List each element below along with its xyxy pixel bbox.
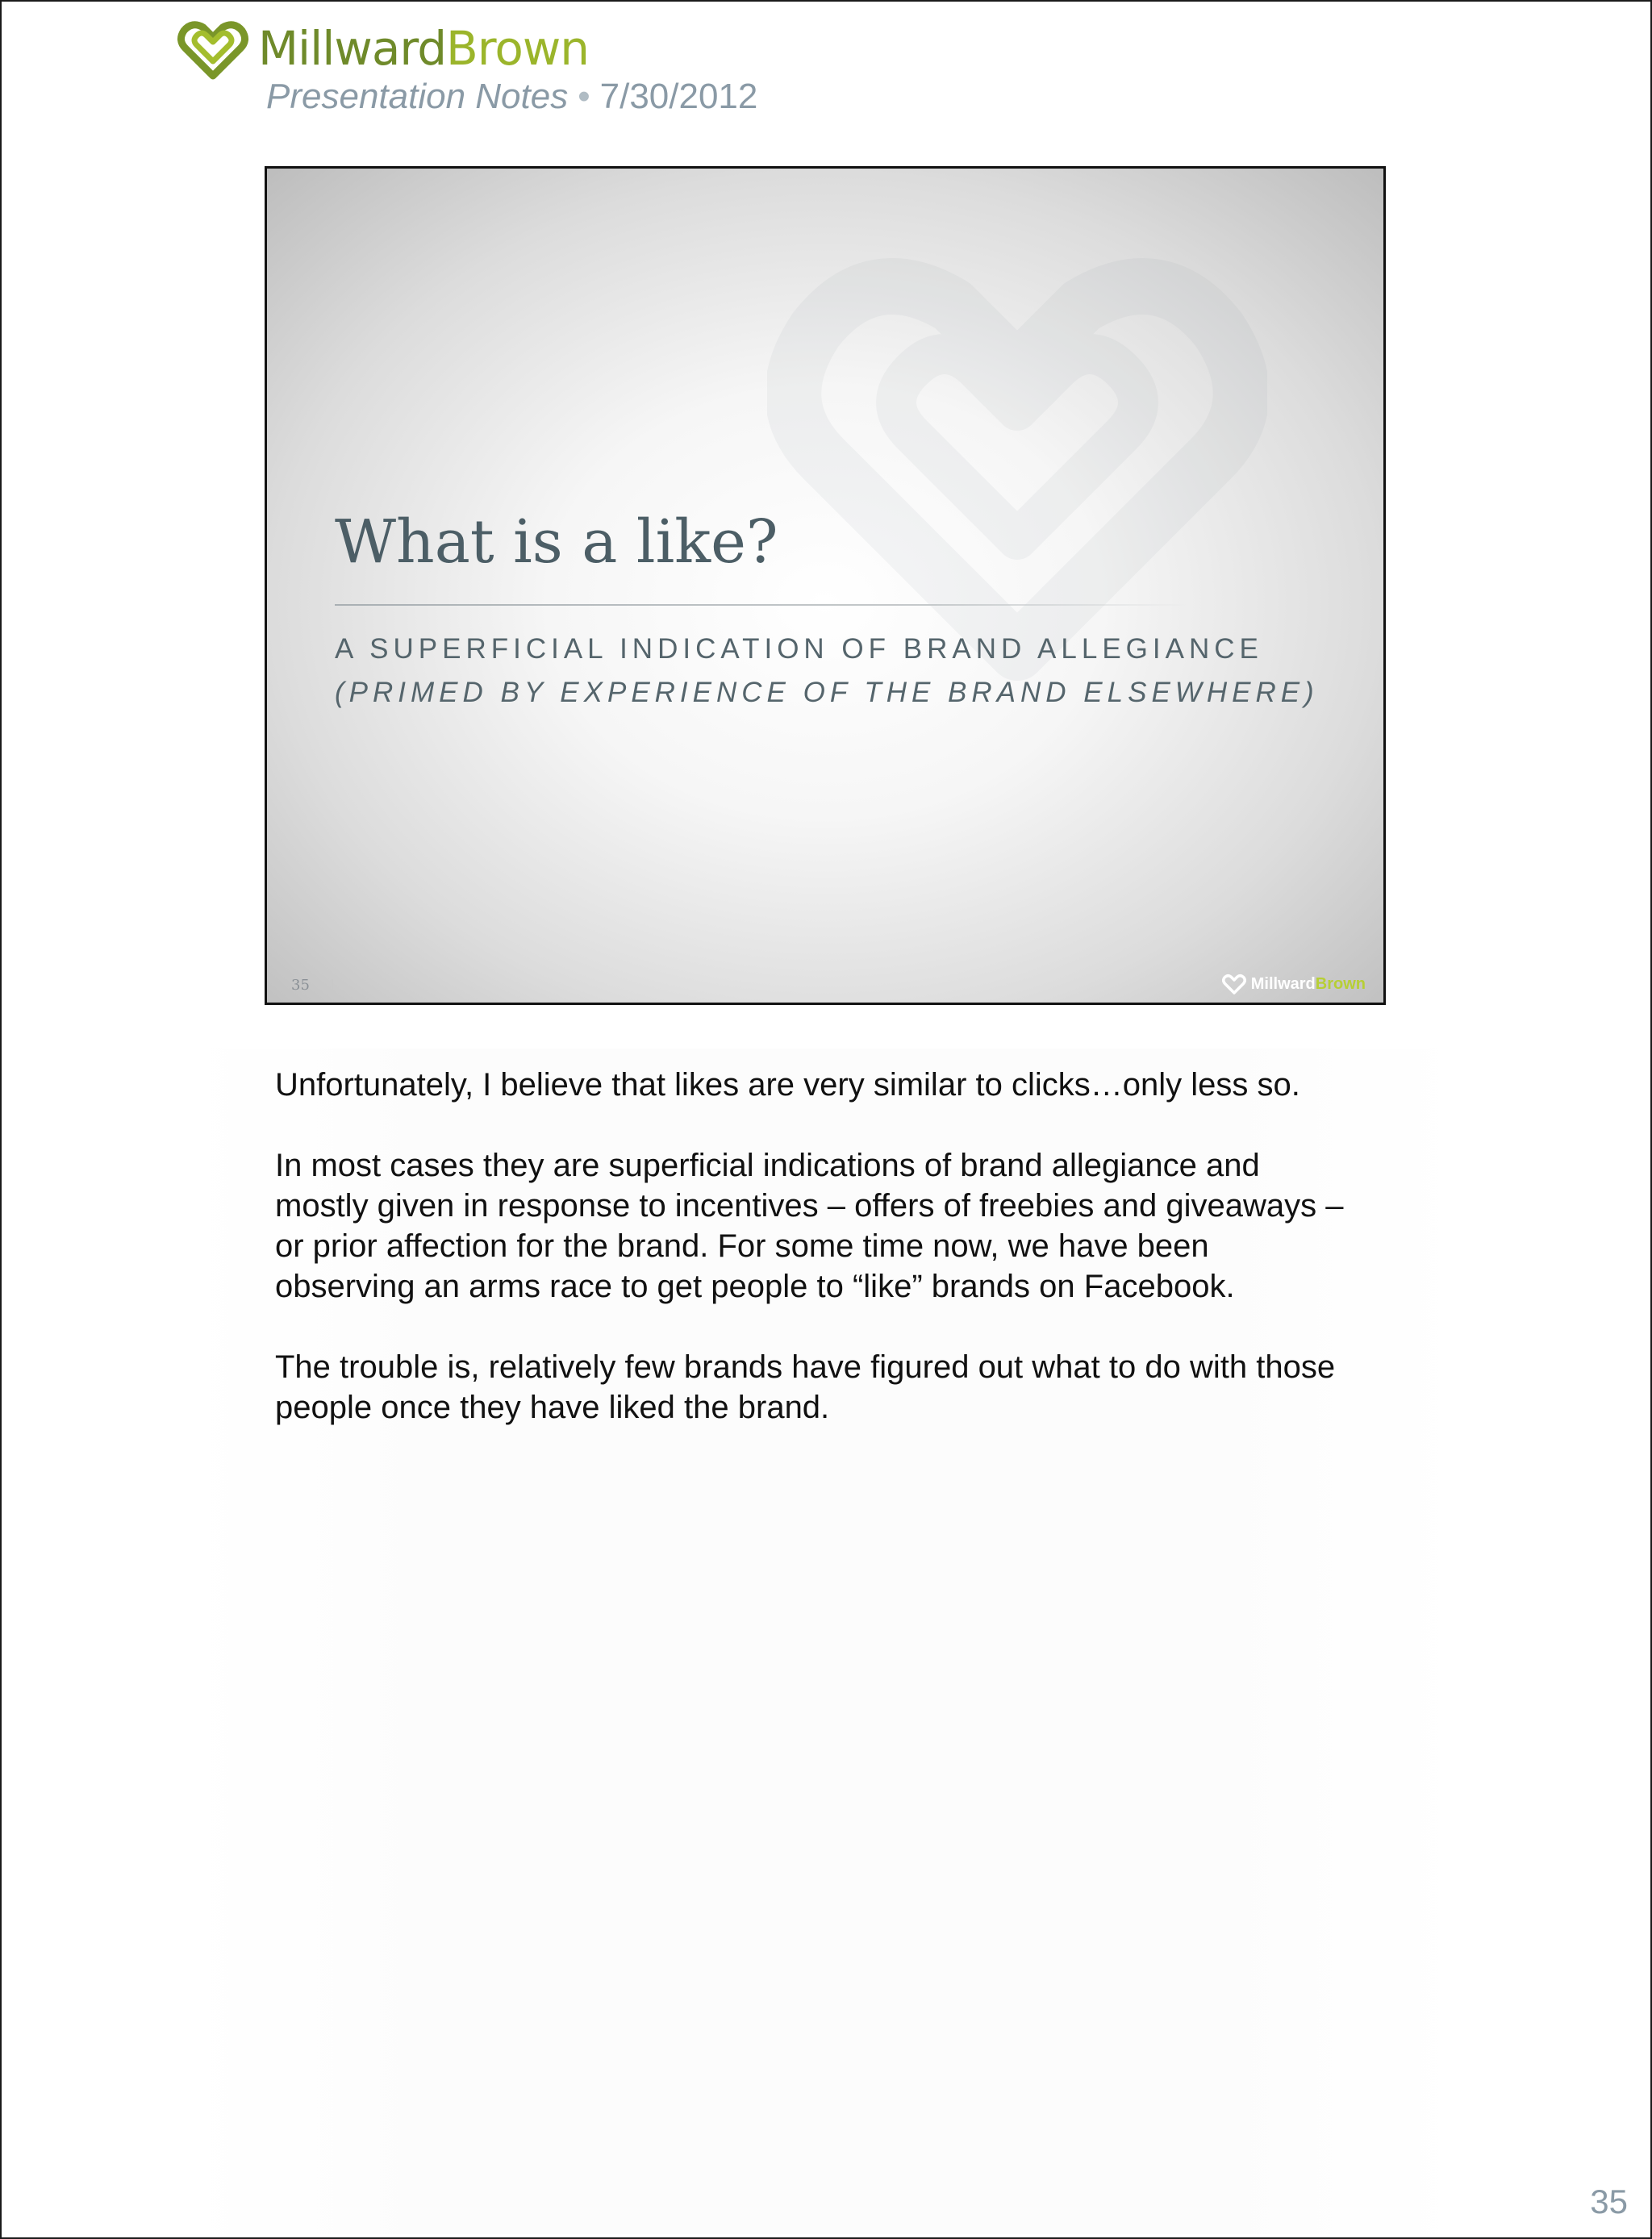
footer-brand-part2: Brown [1315,974,1366,993]
presentation-notes [275,1065,1348,1468]
brand-logo [176,16,589,81]
page-number: 35 [1590,2183,1628,2220]
slide-subtitle-line2: (PRIMED BY EXPERIENCE OF THE BRAND ELSEWHERE) [335,677,1319,708]
slide-footer-logo [1222,972,1366,996]
brand-name-part2: Brown [446,21,590,76]
notes-paragraph-2: In most cases they are superficial indications of brand allegiance and mostly given in response to incentives – offers of freebies and giveaways – or prior affection for the brand. For some time now, we have been observing an arms race to get people to “like” brands on Facebook. [275,1148,1344,1304]
slide-thumbnail [265,166,1386,1005]
brand-name-part1: Millward [258,21,447,76]
header-subtitle [266,77,757,116]
slide-divider [335,604,1190,606]
slide-number-divider [332,979,333,1003]
brand-name [258,21,590,76]
footer-brand-part1: Millward [1250,974,1316,993]
notes-paragraph-1: Unfortunately, I believe that likes are very similar to clicks…only less so. [275,1067,1300,1103]
document-type: Presentation Notes [266,77,569,116]
double-heart-logo-icon [176,16,250,81]
slide-title: What is a like? [335,507,778,577]
header-separator: • [578,77,590,116]
footer-brand-name [1251,975,1366,994]
slide-number: 35 [291,977,310,994]
footer-heart-logo-icon [1222,974,1246,994]
slide-subtitle-line1: A SUPERFICIAL INDICATION OF BRAND ALLEGIANCE [335,633,1263,665]
heart-watermark-icon [767,233,1267,685]
document-date: 7/30/2012 [599,77,758,116]
notes-paragraph-3: The trouble is, relatively few brands have figured out what to do with those people once they have liked the brand. [275,1349,1336,1425]
